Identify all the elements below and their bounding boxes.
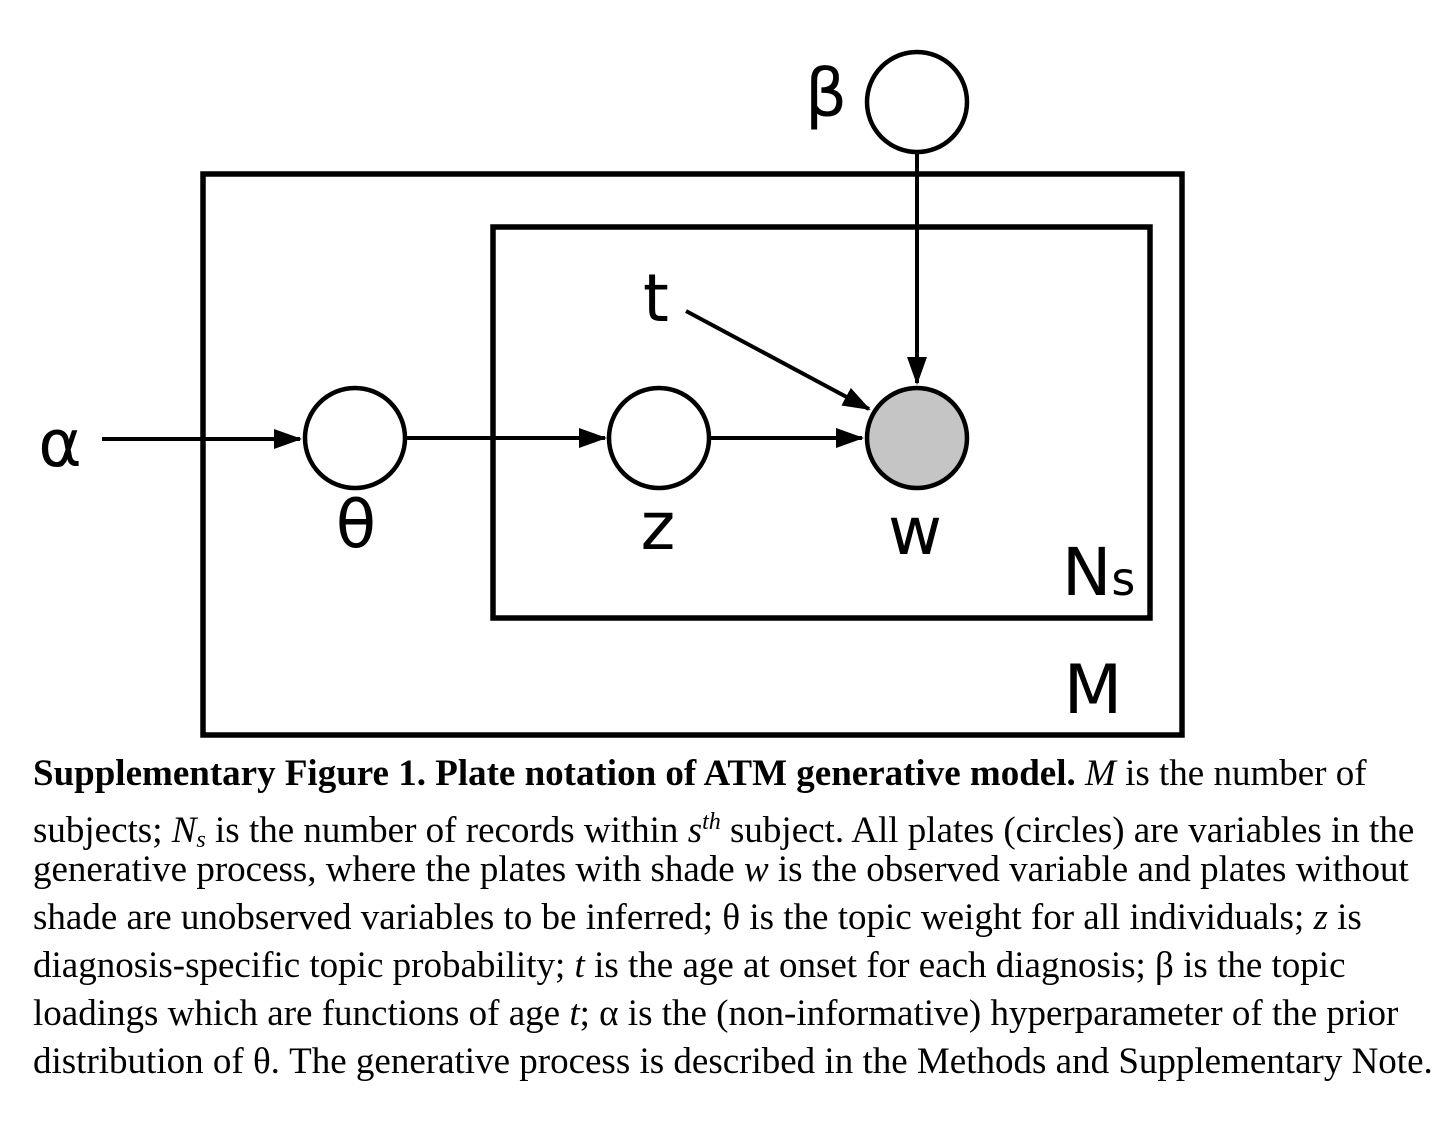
caption-run: generative process, where the plates with shade bbox=[33, 849, 744, 890]
caption-run: Supplementary Figure 1. Plate notation of ATM generative model. bbox=[33, 753, 1085, 794]
label-beta: β bbox=[804, 55, 848, 132]
caption-run: is bbox=[1327, 897, 1362, 938]
caption-run: is the observed variable and plates without bbox=[768, 849, 1409, 890]
caption-line bbox=[33, 1038, 1433, 1086]
caption-run: subject. All plates (circles) are variables in the bbox=[720, 810, 1415, 851]
caption-line bbox=[33, 894, 1433, 942]
caption-run: ; α is the (non-informative) hyperparameter of the prior bbox=[579, 993, 1399, 1034]
caption-run: M bbox=[1085, 753, 1116, 794]
caption-run: t bbox=[569, 993, 580, 1034]
caption-run: diagnosis-specific topic probability; bbox=[33, 945, 575, 986]
label-plate-M: M bbox=[1063, 651, 1123, 730]
caption-line bbox=[33, 990, 1433, 1038]
caption-run: subjects; bbox=[33, 810, 172, 851]
label-theta: θ bbox=[335, 486, 377, 563]
caption-line bbox=[33, 942, 1433, 990]
caption-run: N bbox=[171, 810, 197, 851]
figure-caption bbox=[33, 750, 1433, 1086]
caption-run: s bbox=[687, 810, 703, 851]
node-beta-circle bbox=[867, 52, 967, 152]
label-z: z bbox=[640, 488, 676, 565]
caption-run: shade are unobserved variables to be inferred; θ is the topic weight for all individuals; bbox=[33, 897, 1314, 938]
caption-line bbox=[33, 846, 1433, 894]
caption-run: is the number of records within bbox=[205, 810, 688, 851]
caption-run: w bbox=[743, 849, 769, 890]
caption-run: t bbox=[574, 945, 585, 986]
label-plate-Ns-sub: s bbox=[1111, 552, 1136, 606]
label-alpha: α bbox=[38, 405, 82, 482]
caption-run: is the number of bbox=[1115, 753, 1367, 794]
plate-inner-Ns bbox=[493, 227, 1150, 618]
edge-t-w bbox=[686, 311, 869, 409]
label-w: w bbox=[888, 493, 942, 570]
node-z-circle bbox=[609, 388, 709, 488]
node-w-circle-observed bbox=[867, 388, 967, 488]
label-plate-Ns-main: N bbox=[1062, 534, 1112, 611]
caption-run: is the age at onset for each diagnosis; β is the topic bbox=[584, 945, 1346, 986]
caption-run: s bbox=[196, 827, 206, 853]
caption-run: z bbox=[1313, 897, 1328, 938]
node-theta-circle bbox=[305, 388, 405, 488]
label-plate-Ns bbox=[1062, 534, 1135, 611]
caption-run: distribution of θ. The generative process is described in the Methods and Supplementary Note. bbox=[33, 1041, 1433, 1082]
label-t: t bbox=[643, 260, 669, 337]
caption-line bbox=[33, 750, 1433, 798]
caption-run: th bbox=[702, 809, 721, 835]
caption-run: loadings which are functions of age bbox=[33, 993, 570, 1034]
caption-line bbox=[33, 798, 1433, 853]
